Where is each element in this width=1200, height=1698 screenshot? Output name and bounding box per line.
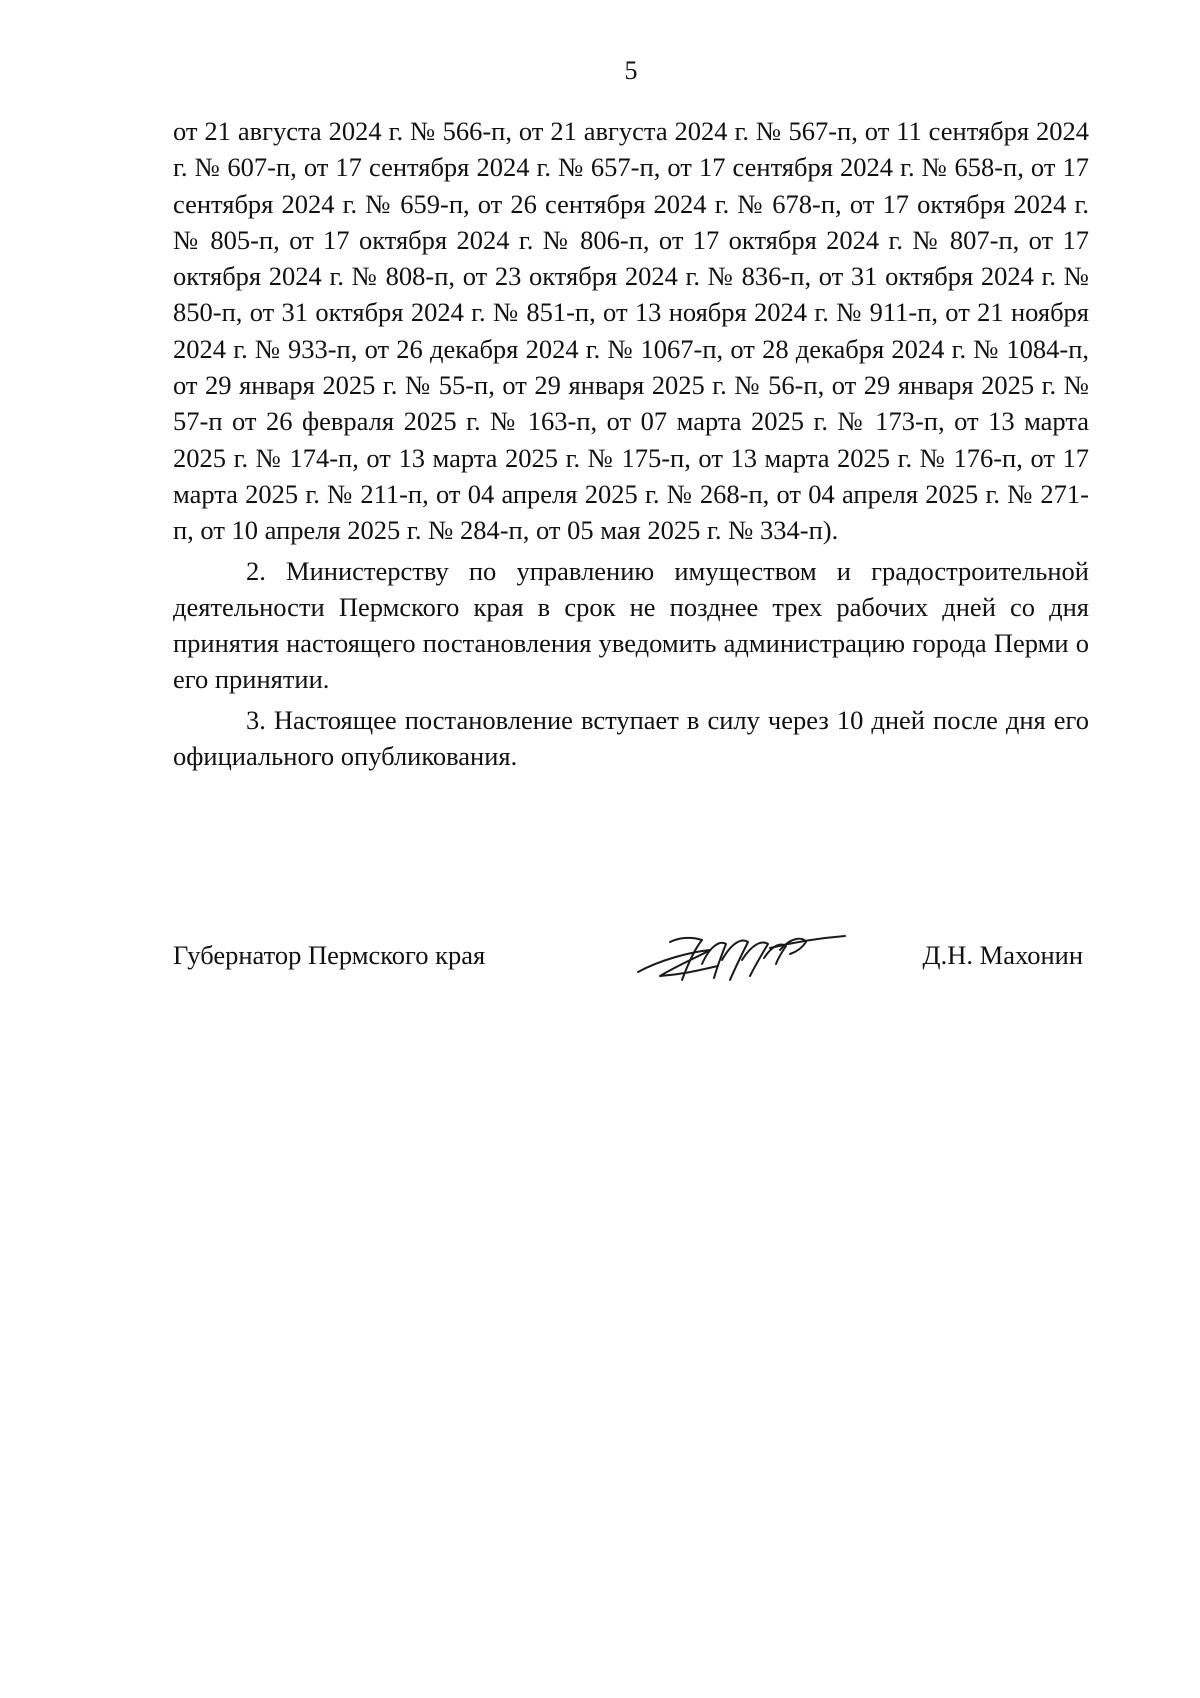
document-body <box>173 113 1089 774</box>
paragraph-3: 3. Настоящее постановление вступает в силу через 10 дней после дня его официального опубликования. <box>173 704 1089 772</box>
signature-block <box>173 937 1083 973</box>
signatory-position: Губернатор Пермского края <box>173 940 486 970</box>
continuation-paragraph: от 21 августа 2024 г. № 566-п, от 21 августа 2024 г. № 567-п, от 11 сентября 2024 г. № 607-п, от 17 сентября 2024 г. № 657-п, от 17 сентября 2024 г. № 658-п, от 17 сентября 2024 г. № 659-п, от 26 сентября 2024 г. № 678-п, от 17 октября 2024 г. № 805-п, от 17 октября 2024 г. № 806-п, от 17 октября 2024 г. № 807-п, от 17 октября 2024 г. № 808-п, от 23 октября 2024 г. № 836-п, от 31 октября 2024 г. № 850-п, от 31 октября 2024 г. № 851-п, от 13 ноября 2024 г. № 911-п, от 21 ноября 2024 г. № 933-п, от 26 декабря 2024 г. № 1067-п, от 28 декабря 2024 г. № 1084-п, от 29 января 2025 г. № 55-п, от 29 января 2025 г. № 56-п, от 29 января 2025 г. № 57-п от 26 февраля 2025 г. № 163-п, от 07 марта 2025 г. № 173-п, от 13 марта 2025 г. № 174-п, от 13 марта 2025 г. № 175-п, от 13 марта 2025 г. № 176-п, от 17 марта 2025 г. № 211-п, от 04 апреля 2025 г. № 268-п, от 04 апреля 2025 г. № 271-п, от 10 апреля 2025 г. № 284-п, от 05 мая 2025 г. № 334-п). <box>173 116 1089 546</box>
paragraph-2: 2. Министерству по управлению имуществом и градостроительной деятельности Пермского края в срок не позднее трех рабочих дней со дня принятия настоящего постановления уведомить администрацию города Перми о его принятии. <box>173 555 1089 695</box>
signatory-name: Д.Н. Махонин <box>922 940 1083 970</box>
page-number: 5 <box>624 56 638 85</box>
signature-icon <box>630 920 850 990</box>
